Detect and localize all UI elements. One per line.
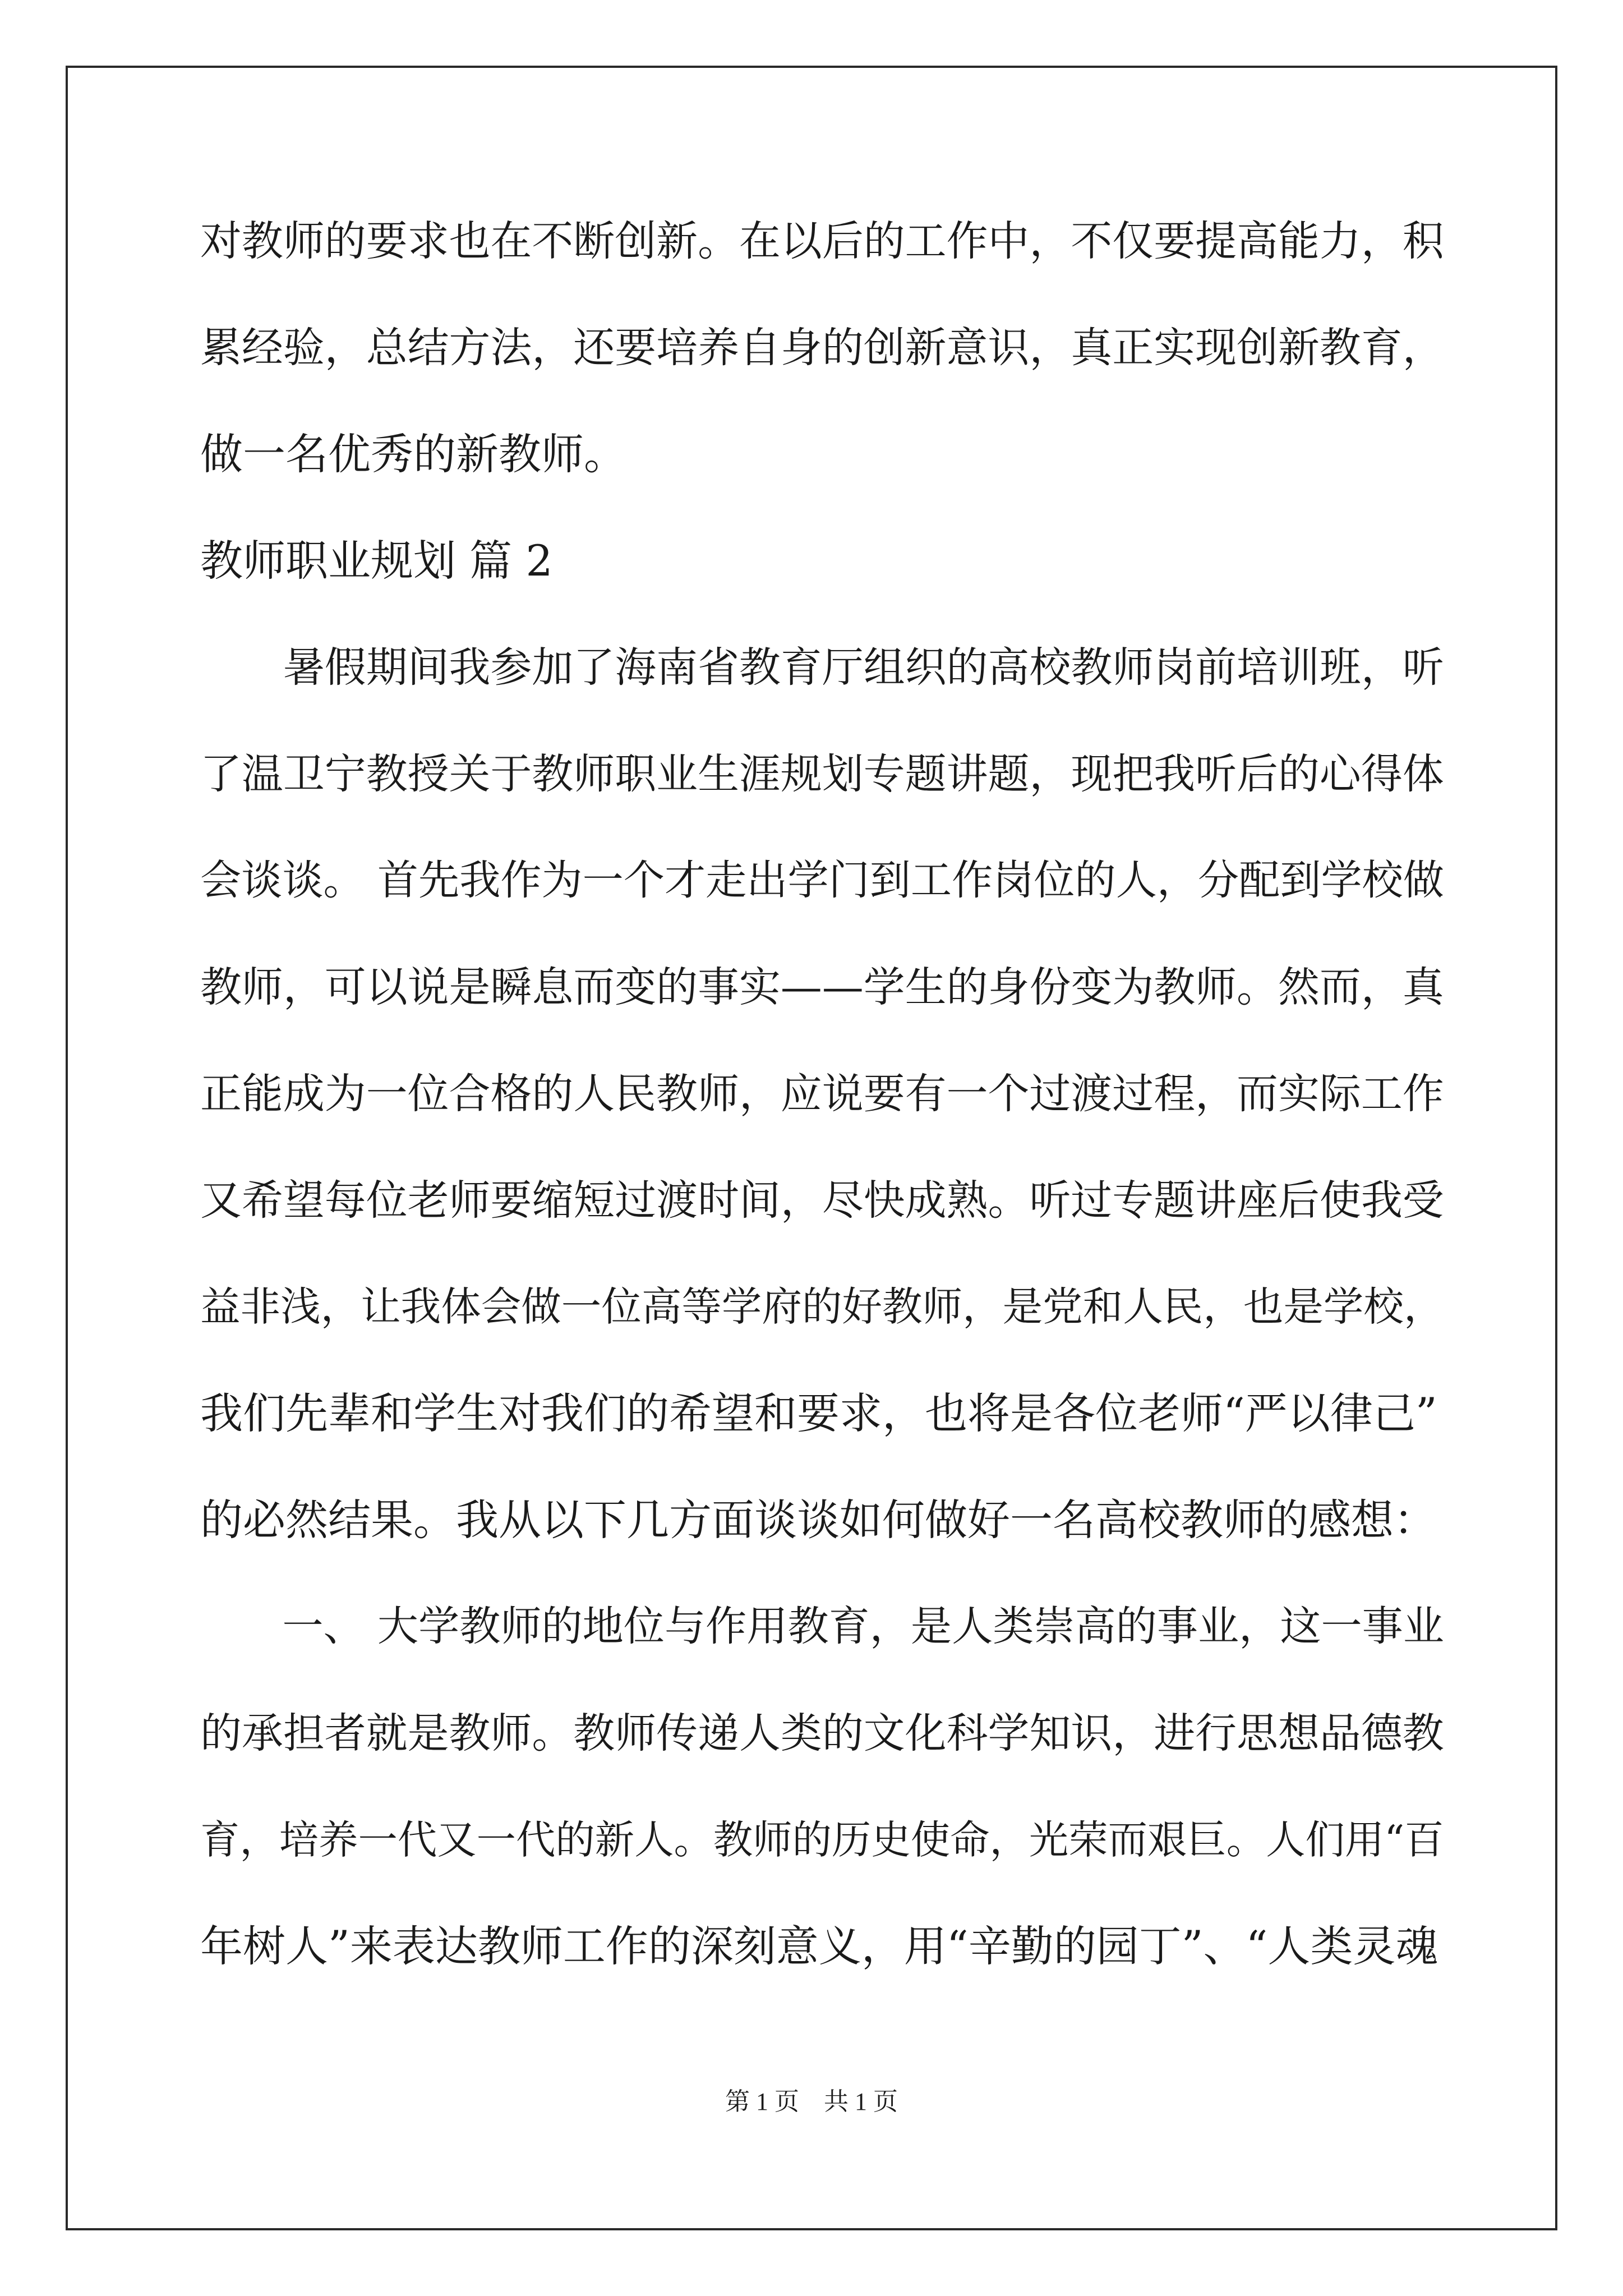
text-line: 累经验，总结方法，还要培养自身的创新意识，真正实现创新教育， (200, 324, 1444, 372)
text-line: 育，培养一代又一代的新人。教师的历史使命，光荣而艰巨。人们用“百 (200, 1817, 1444, 1863)
text-line: 了温卫宁教授关于教师职业生涯规划专题讲题，现把我听后的心得体 (200, 750, 1444, 798)
text-line: 益非浅，让我体会做一位高等学府的好教师，是党和人民，也是学校， (200, 1283, 1444, 1330)
page-frame (66, 66, 1557, 2230)
page-number-footer: 第 1 页 共 1 页 (725, 2088, 898, 2115)
text-line: 暑假期间我参加了海南省教育厅组织的高校教师岗前培训班，听 (200, 643, 1444, 692)
text-line: 会谈谈。 首先我作为一个才走出学门到工作岗位的人，分配到学校做 (200, 857, 1444, 904)
text-line: 教师，可以说是瞬息而变的事实——学生的身份变为教师。然而，真 (200, 963, 1444, 1011)
text-line: 对教师的要求也在不断创新。在以后的工作中，不仅要提高能力，积 (200, 217, 1444, 265)
text-line: 的必然结果。我从以下几方面谈谈如何做好一名高校教师的感想： (200, 1495, 1436, 1545)
text-line: 又希望每位老师要缩短过渡时间，尽快成熟。听过专题讲座后使我受 (200, 1176, 1444, 1225)
text-line: 做一名优秀的新教师。 (200, 429, 626, 479)
text-line: 的承担者就是教师。教师传递人类的文化科学知识，进行思想品德教 (200, 1709, 1444, 1757)
text-line: 正能成为一位合格的人民教师，应说要有一个过渡过程，而实际工作 (200, 1070, 1444, 1118)
text-line: 我们先辈和学生对我们的希望和要求，也将是各位老师“严以律己” (200, 1388, 1437, 1438)
text-line: 年树人”来表达教师工作的深刻意义，用“辛勤的园丁”、“人类灵魂 (200, 1921, 1438, 1971)
text-line: 一、 大学教师的地位与作用教育，是人类崇高的事业，这一事业 (200, 1603, 1444, 1650)
section-heading: 教师职业规划 篇 2 (200, 536, 553, 586)
